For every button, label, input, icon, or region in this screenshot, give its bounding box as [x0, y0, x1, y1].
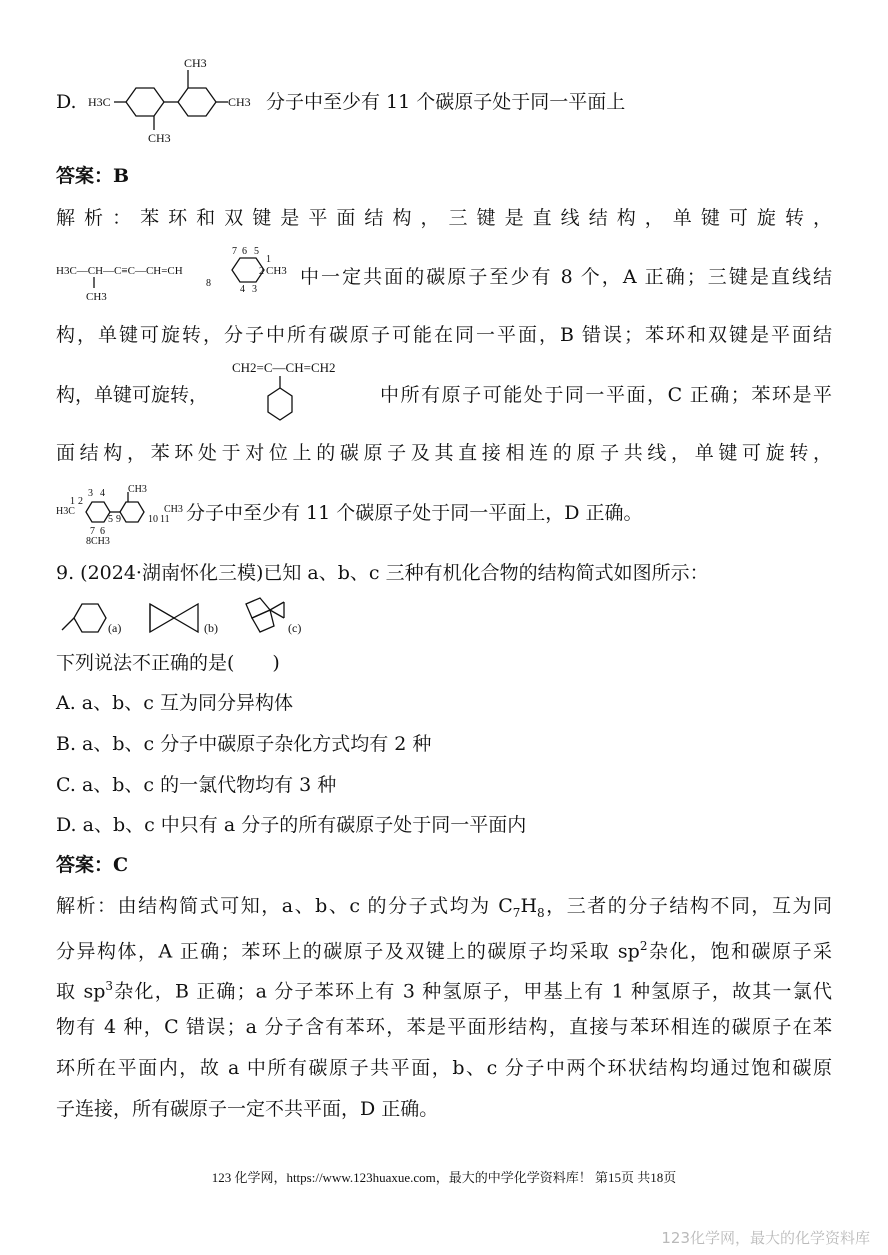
q9-option-d: D. a、b、c 中只有 a 分子的所有碳原子处于同一平面内 — [56, 814, 527, 836]
explain2-line1: 解析：由结构简式可知，a、b、c 的分子式均为 $C_7H_8$，三者的分子结构不同，互为同 — [56, 895, 832, 920]
mol-label-top-ch3: CH3 — [184, 56, 207, 70]
q9-option-c: C. a、b、c 的一氯代物均有 3 种 — [56, 774, 337, 796]
svg-text:1: 1 — [266, 254, 271, 265]
explain1-line6-text: 分子中至少有 11 个碳原子处于同一平面上，D 正确。 — [186, 502, 643, 524]
svg-text:4: 4 — [240, 284, 245, 295]
q9-option-a: A. a、b、c 互为同分异构体 — [56, 692, 293, 714]
q9-prompt: 下列说法不正确的是( ) — [56, 652, 280, 674]
alkyne-sub-ch3: CH3 — [86, 291, 107, 303]
answer-2 — [56, 852, 128, 878]
tag-c: (c) — [288, 621, 302, 635]
svg-text:CH3: CH3 — [128, 484, 147, 495]
page-footer: 123 化学网，https://www.123huaxue.com，最大的中学化学资料库！ 第15页 共18页 — [211, 1170, 677, 1185]
answer-2-label: 答案： — [56, 854, 114, 876]
svg-text:10: 10 — [148, 514, 158, 525]
mol-label-bottom-ch3: CH3 — [148, 131, 171, 145]
svg-text:CH3: CH3 — [266, 265, 287, 277]
explain2-line4: 物有 4 种，C 错误；a 分子含有苯环，苯是平面形结构，直接与苯环相连的碳原子在苯 — [56, 1016, 832, 1038]
svg-text:9: 9 — [116, 514, 121, 525]
numbered-biphenyl — [56, 480, 196, 546]
svg-text:3: 3 — [88, 488, 93, 499]
svg-text:2: 2 — [78, 496, 83, 507]
svg-text:7: 7 — [90, 526, 95, 537]
answer-1 — [56, 163, 129, 189]
svg-text:CH3: CH3 — [164, 504, 183, 515]
alkyne-formula: H3C—CH—C≡C—CH=CH — [56, 265, 183, 277]
watermark: 123化学网，最大的化学资料库 — [661, 1229, 870, 1247]
explain1-line4-pre: 构，单键可旋转， — [56, 384, 209, 406]
answer-1-label: 答案： — [56, 165, 114, 187]
explain2-line6: 子连接，所有碳原子一定不共平面，D 正确。 — [56, 1098, 439, 1120]
svg-text:5: 5 — [254, 246, 259, 257]
svg-text:8: 8 — [206, 278, 211, 289]
explain2-line5: 环所在平面内，故 a 中所有碳原子共平面，b、c 分子中两个环状结构均通过饱和碳原 — [56, 1057, 832, 1079]
svg-text:4: 4 — [100, 488, 105, 499]
mol-label-h3c: H3C — [88, 95, 111, 109]
diene-structure — [226, 352, 376, 432]
svg-text:6: 6 — [100, 526, 105, 537]
diene-formula: CH2=C—CH=CH2 — [232, 360, 336, 375]
svg-text:11: 11 — [160, 514, 170, 525]
q9-structures — [56, 596, 316, 644]
q9-stem: 9. (2024·湖南怀化三模)已知 a、b、c 三种有机化合物的结构简式如图所示： — [56, 562, 709, 584]
biphenyl-structure-d — [86, 52, 266, 148]
explain1-line1: 解析：苯环和双键是平面结构，三键是直线结构，单键可旋转， — [56, 207, 832, 229]
explain1-line2-text: 中一定共面的碳原子至少有 8 个，A 正确；三键是直线结 — [300, 266, 832, 288]
alkyne-structure — [56, 244, 306, 304]
svg-text:3: 3 — [252, 284, 257, 295]
option-d — [56, 89, 77, 115]
answer-2-value: C — [113, 854, 129, 876]
explain2-line2: 分异构体，A 正确；苯环上的碳原子及双键上的碳原子均采取 $sp^2$杂化，饱和碳原子采 — [56, 939, 832, 963]
explain1-line4-post: 中所有原子可能处于同一平面，C 正确；苯环是平 — [380, 384, 832, 406]
svg-text:8CH3: 8CH3 — [86, 536, 110, 546]
mol-label-right-ch3: CH3 — [228, 95, 251, 109]
svg-text:2: 2 — [259, 266, 264, 277]
tag-b: (b) — [204, 621, 218, 635]
svg-text:1: 1 — [70, 496, 75, 507]
explain2-line3: 取 $sp^3$杂化，B 正确；a 分子苯环上有 3 种氢原子，甲基上有 1 种氢原子，故其一氯代 — [56, 979, 832, 1003]
option-d-label: D. — [56, 91, 77, 113]
explain1-line5: 面结构，苯环处于对位上的碳原子及其直接相连的原子共线，单键可旋转， — [56, 442, 832, 464]
option-d-text: 分子中至少有 11 个碳原子处于同一平面上 — [266, 91, 626, 113]
svg-text:H3C: H3C — [56, 506, 75, 517]
svg-text:6: 6 — [242, 246, 247, 257]
svg-text:7: 7 — [232, 246, 237, 257]
answer-1-value: B — [113, 165, 130, 187]
q9-option-b: B. a、b、c 分子中碳原子杂化方式均有 2 种 — [56, 733, 432, 755]
tag-a: (a) — [108, 621, 122, 635]
svg-text:5: 5 — [108, 514, 113, 525]
explain1-line3: 构，单键可旋转，分子中所有碳原子可能在同一平面，B 错误；苯环和双键是平面结 — [56, 324, 832, 346]
